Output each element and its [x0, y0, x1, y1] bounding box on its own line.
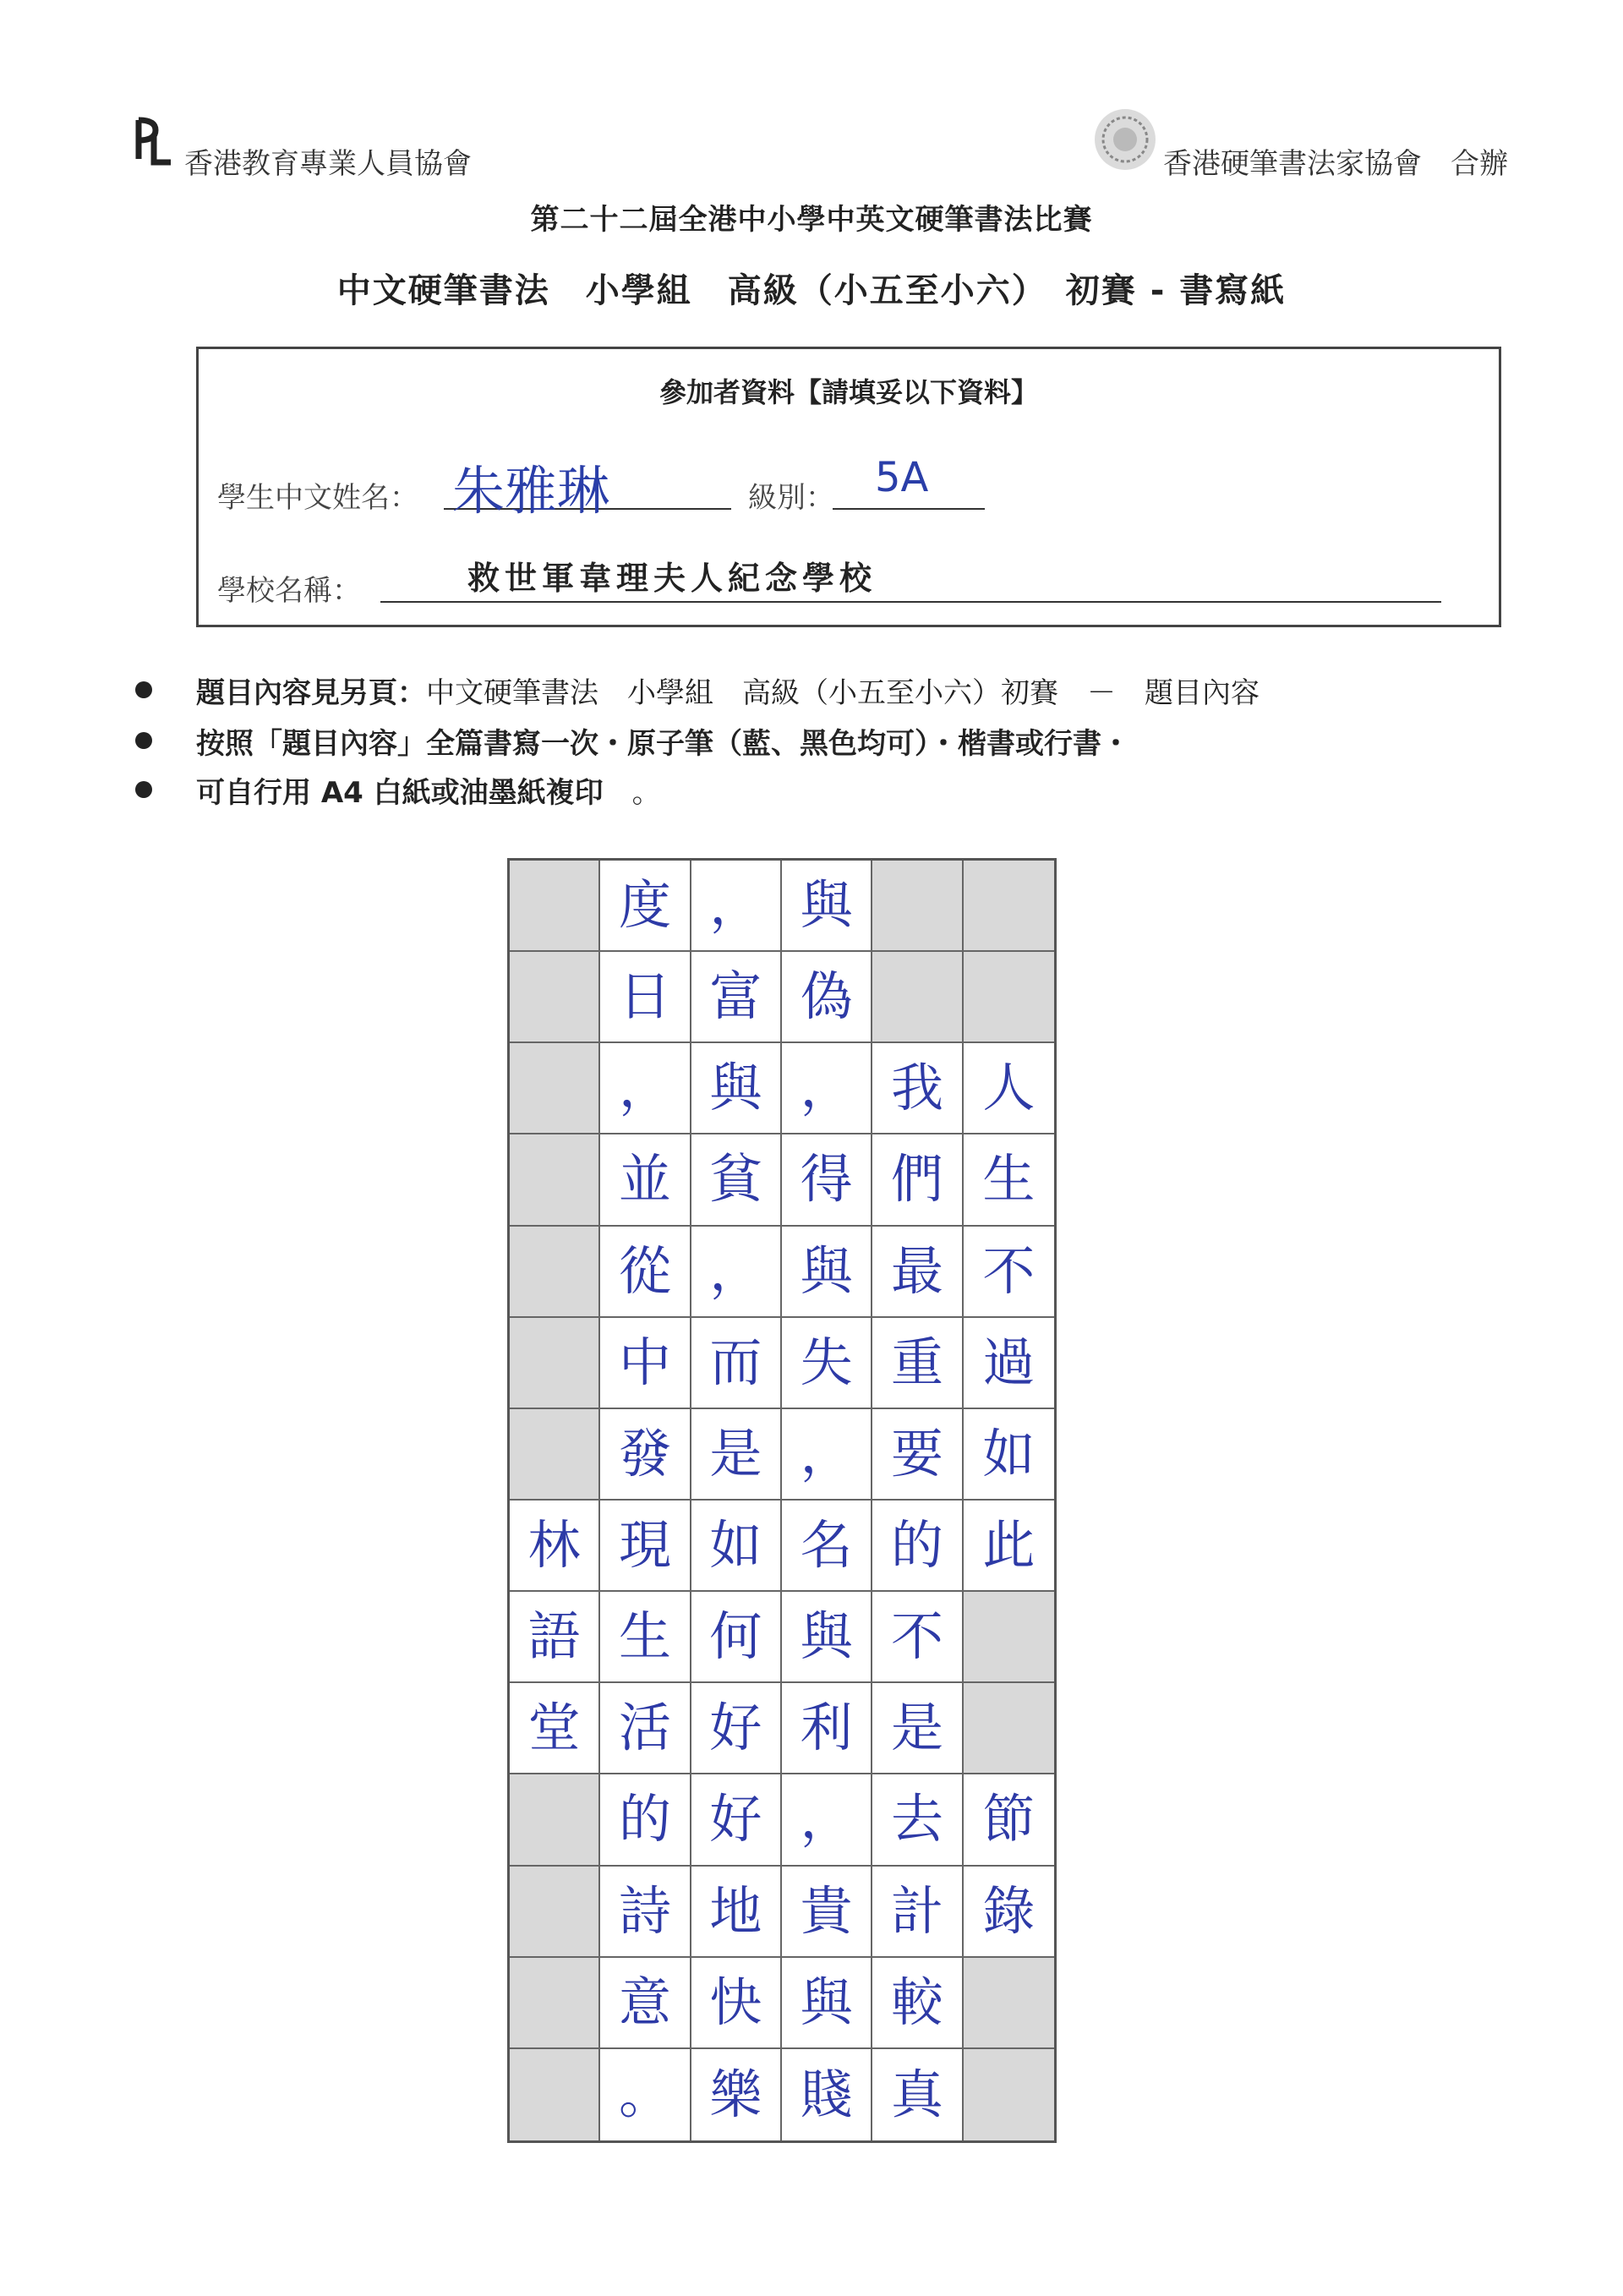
name-label: 學生中文姓名： [217, 481, 418, 515]
grid-cell [964, 1227, 1054, 1318]
instruction-1: 題目內容見另頁：中文硬筆書法 小學組 高級（小五至小六）初賽 － 題目內容 [196, 676, 1260, 710]
grid-cell [872, 952, 963, 1043]
grid-cell [872, 861, 963, 952]
grid-cell [691, 1592, 782, 1683]
grid-cell [691, 952, 782, 1043]
grid-cell [691, 1958, 782, 2049]
grid-cell [782, 2049, 872, 2140]
grid-cell [600, 1683, 691, 1774]
grid-cell [782, 1683, 872, 1774]
grid-character: 賤 [800, 2063, 853, 2125]
grid-character: 與 [709, 1057, 762, 1119]
grid-character: 發 [618, 1422, 671, 1484]
grid-character: 的 [618, 1788, 671, 1850]
grid-character: 貧 [709, 1148, 762, 1211]
grid-cell [872, 1134, 963, 1226]
grid-cell [964, 1501, 1054, 1592]
grid-cell [600, 1227, 691, 1318]
grid-character: 從 [618, 1239, 671, 1302]
grid-character: 去 [890, 1788, 943, 1850]
grid-cell [510, 1683, 600, 1774]
grid-character: 名 [800, 1514, 853, 1577]
grid-cell [600, 861, 691, 952]
grid-character: 如 [709, 1514, 762, 1577]
grid-cell [782, 1318, 872, 1409]
grid-character: 過 [982, 1331, 1036, 1393]
grid-character: 與 [800, 1971, 853, 2033]
grid-character: 不 [982, 1239, 1036, 1302]
grid-cell [691, 861, 782, 952]
grid-character: 詩 [618, 1879, 671, 1942]
grid-cell [872, 1318, 963, 1409]
grid-character: 好 [709, 1697, 762, 1759]
grid-character: 不 [890, 1605, 943, 1668]
seal-icon [1090, 105, 1160, 174]
grid-character: 生 [982, 1148, 1036, 1211]
grid-character: 偽 [800, 965, 853, 1028]
grid-cell [510, 1592, 600, 1683]
grid-character: 日 [618, 965, 671, 1028]
competition-title: 第二十二屆全港中小學中英文硬筆書法比賽 [530, 203, 1093, 237]
grid-character: 貴 [800, 1879, 853, 1942]
grid-cell [964, 1134, 1054, 1226]
grid-character: ， [800, 1057, 853, 1119]
grid-character: 現 [618, 1514, 671, 1577]
grid-cell [782, 952, 872, 1043]
grid-character: ， [618, 1057, 671, 1119]
grid-cell [510, 1867, 600, 1958]
grid-cell [691, 2049, 782, 2140]
grid-cell [964, 952, 1054, 1043]
grid-cell [964, 1592, 1054, 1683]
grid-cell [510, 1409, 600, 1501]
grid-cell [964, 1409, 1054, 1501]
grid-character: 是 [890, 1697, 943, 1759]
grid-character: 是 [709, 1422, 762, 1484]
grid-cell [872, 1867, 963, 1958]
grid-character: 的 [890, 1514, 943, 1577]
bullet-1 [135, 681, 152, 698]
grid-cell [600, 1958, 691, 2049]
grid-cell [964, 1774, 1054, 1866]
organizer-right: 香港硬筆書法家協會 合辦 [1163, 147, 1508, 181]
grid-cell [691, 1867, 782, 1958]
grid-cell [782, 1409, 872, 1501]
grade-value[interactable]: 5A [875, 454, 929, 501]
grid-cell [872, 1501, 963, 1592]
grid-character: 意 [618, 1971, 671, 2033]
grid-cell [872, 1958, 963, 2049]
grid-character: 我 [890, 1057, 943, 1119]
grid-character: 利 [800, 1697, 853, 1759]
grid-cell [782, 1867, 872, 1958]
grid-character: 。 [618, 2063, 671, 2125]
grid-cell [872, 1774, 963, 1866]
grid-character: 較 [890, 1971, 943, 2033]
grid-cell [964, 1867, 1054, 1958]
grid-character: 地 [709, 1879, 762, 1942]
grid-character: 活 [618, 1697, 671, 1759]
grid-character: 中 [618, 1331, 671, 1393]
grid-cell [872, 1409, 963, 1501]
bullet-2 [135, 732, 152, 749]
grid-cell [782, 1043, 872, 1134]
grid-cell [510, 1043, 600, 1134]
grid-cell [510, 2049, 600, 2140]
grid-cell [691, 1227, 782, 1318]
grid-character: 失 [800, 1331, 853, 1393]
grid-cell [600, 1592, 691, 1683]
participant-info-box [196, 347, 1501, 627]
grid-character: 堂 [527, 1697, 581, 1759]
grid-cell [600, 2049, 691, 2140]
grid-character: 好 [709, 1788, 762, 1850]
grid-cell [872, 1043, 963, 1134]
grid-character: 與 [800, 1239, 853, 1302]
grid-character: 與 [800, 874, 853, 937]
student-name-value[interactable]: 朱雅琳 [452, 460, 610, 522]
grid-character: 度 [618, 874, 671, 937]
grid-cell [600, 1867, 691, 1958]
grid-character: 人 [982, 1057, 1036, 1119]
grid-character: 樂 [709, 2063, 762, 2125]
grid-cell [600, 1774, 691, 1866]
grid-character: 節 [982, 1788, 1036, 1850]
grid-cell [510, 952, 600, 1043]
grid-cell [510, 1227, 600, 1318]
grid-cell [691, 1683, 782, 1774]
school-line [380, 601, 1441, 603]
grid-character: 計 [890, 1879, 943, 1942]
grid-cell [600, 1043, 691, 1134]
grid-character: 語 [527, 1605, 581, 1668]
grid-character: ， [709, 874, 762, 937]
grid-character: 生 [618, 1605, 671, 1668]
grid-cell [691, 1043, 782, 1134]
grid-cell [964, 1683, 1054, 1774]
grid-character: 真 [890, 2063, 943, 2125]
grid-cell [782, 1774, 872, 1866]
grid-cell [510, 1958, 600, 2049]
grid-cell [691, 1774, 782, 1866]
grid-cell [510, 861, 600, 952]
grid-character: 此 [982, 1514, 1036, 1577]
grid-character: 富 [709, 965, 762, 1028]
grid-cell [964, 1318, 1054, 1409]
school-label: 學校名稱： [217, 574, 361, 608]
grid-cell [691, 1318, 782, 1409]
bullet-3 [135, 781, 152, 798]
grid-cell [782, 1958, 872, 2049]
grid-character: 得 [800, 1148, 853, 1211]
grid-cell [782, 1501, 872, 1592]
grid-character: 林 [527, 1514, 581, 1577]
grid-character: 與 [800, 1605, 853, 1668]
grid-cell [964, 1958, 1054, 2049]
grid-character: ， [709, 1239, 762, 1302]
instruction-2: 按照「題目內容」全篇書寫一次・原子筆（藍、黑色均可）・楷書或行書・ [196, 727, 1130, 761]
grade-label: 級別： [748, 481, 834, 515]
grid-character: 何 [709, 1605, 762, 1668]
grid-character: 要 [890, 1422, 943, 1484]
grid-cell [782, 1592, 872, 1683]
grade-line [833, 508, 985, 510]
grid-character: 最 [890, 1239, 943, 1302]
grid-cell [510, 1318, 600, 1409]
grid-character: 快 [709, 1971, 762, 2033]
grid-character: ， [800, 1422, 853, 1484]
grid-character: 重 [890, 1331, 943, 1393]
school-name-value[interactable]: 救世軍韋理夫人紀念學校 [467, 559, 877, 597]
grid-cell [691, 1134, 782, 1226]
instruction-3: 可自行用 A4 白紙或油墨紙複印 。 [196, 776, 661, 810]
grid-cell [782, 1227, 872, 1318]
grid-character: 而 [709, 1331, 762, 1393]
grid-cell [872, 1592, 963, 1683]
grid-cell [872, 1227, 963, 1318]
grid-cell [510, 1134, 600, 1226]
grid-cell [782, 1134, 872, 1226]
grid-character: 並 [618, 1148, 671, 1211]
grid-cell [782, 861, 872, 952]
grid-cell [872, 1683, 963, 1774]
grid-cell [691, 1409, 782, 1501]
grid-cell [600, 1409, 691, 1501]
writing-grid [507, 858, 1057, 2143]
grid-cell [964, 861, 1054, 952]
grid-cell [964, 1043, 1054, 1134]
info-heading: 參加者資料【請填妥以下資料】 [658, 376, 1038, 408]
grid-cell [600, 1501, 691, 1592]
grid-cell [510, 1774, 600, 1866]
grid-character: 們 [890, 1148, 943, 1211]
grid-cell [964, 2049, 1054, 2140]
organizer-left: 香港教育專業人員協會 [184, 147, 472, 181]
sheet-title: 中文硬筆書法 小學組 高級（小五至小六） 初賽 - 書寫紙 [336, 271, 1287, 310]
grid-cell [510, 1501, 600, 1592]
grid-character: 如 [982, 1422, 1036, 1484]
grid-cell [600, 1134, 691, 1226]
grid-cell [872, 2049, 963, 2140]
grid-character: ， [800, 1788, 853, 1850]
grid-cell [691, 1501, 782, 1592]
grid-cell [600, 952, 691, 1043]
grid-character: 錄 [982, 1879, 1036, 1942]
association-logo-icon [127, 117, 172, 169]
grid-cell [600, 1318, 691, 1409]
